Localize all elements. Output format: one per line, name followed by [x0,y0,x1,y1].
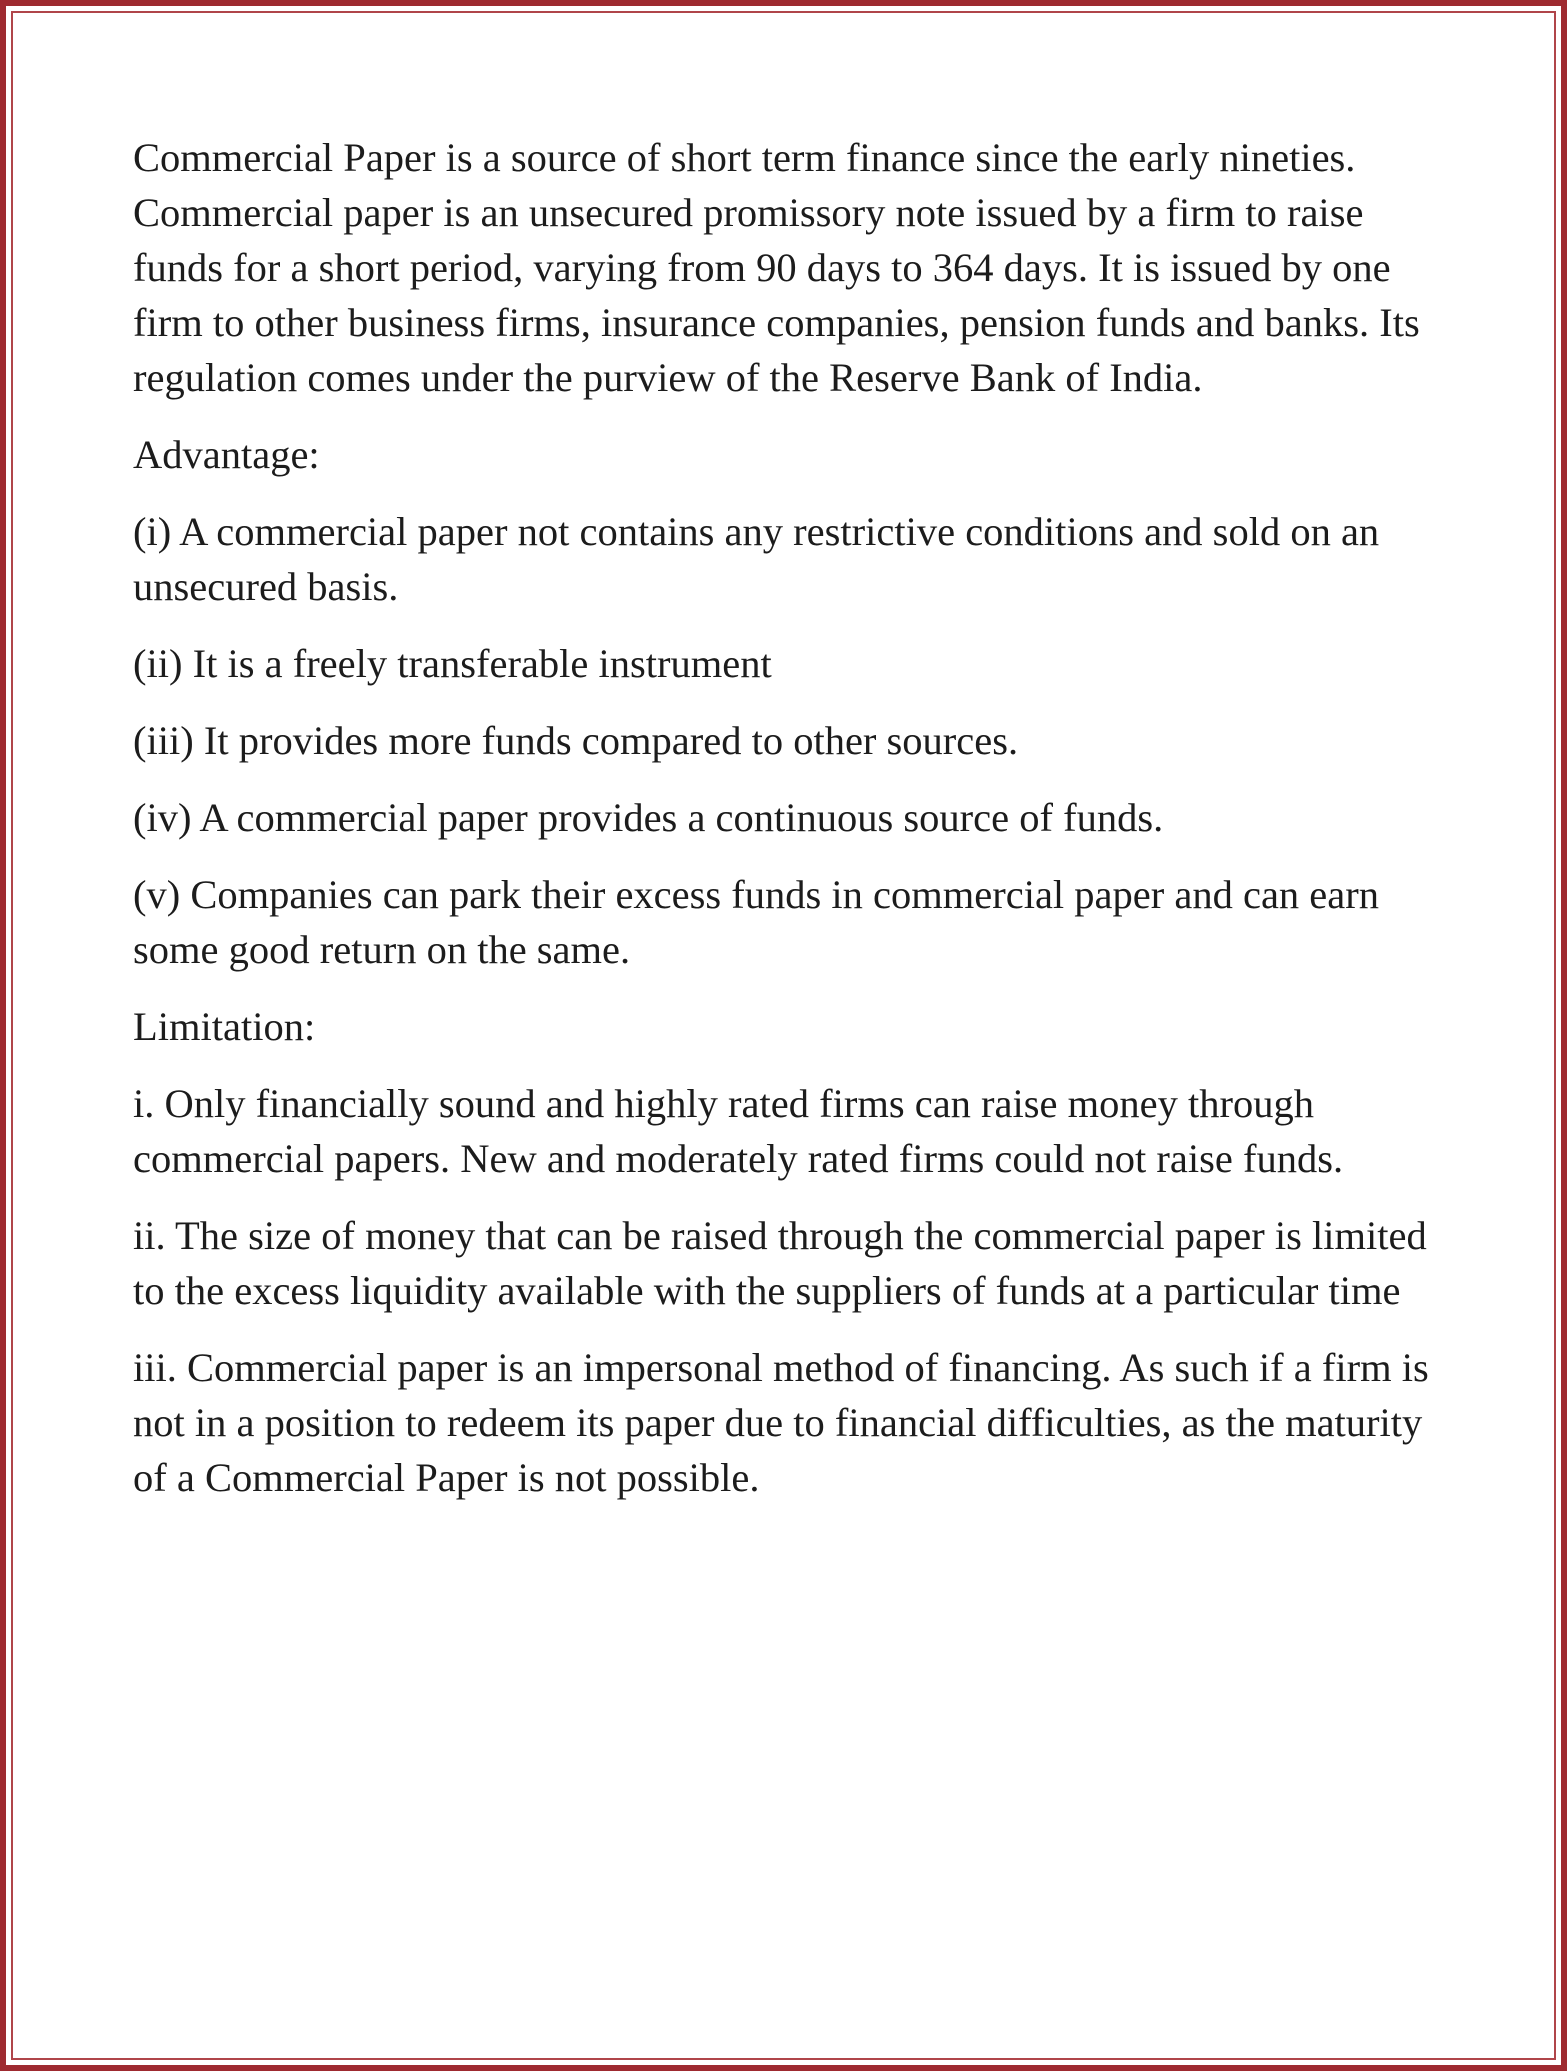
advantage-item-4: (iv) A commercial paper provides a continuous source of funds. [133,795,1164,840]
limitation-heading: Limitation: [133,1004,316,1049]
advantage-item-1: (i) A commercial paper not contains any restrictive conditions and sold on an unsecured basis. [133,509,1380,609]
advantage-heading: Advantage: [133,432,320,477]
intro-paragraph: Commercial Paper is a source of short term finance since the early nineties. Commercial paper is an unsecured promissory note issued by a firm to raise funds for a short period, varying from 90 days to 364 days. It is issued by one firm to other business firms, insurance companies, pension funds and banks. Its regulation comes under the purview of the Reserve Bank of India. [133,135,1420,400]
limitation-item-2: ii. The size of money that can be raised through the commercial paper is limited to the excess liquidity available with the suppliers of funds at a particular time [133,1213,1427,1313]
advantage-item-3: (iii) It provides more funds compared to other sources. [133,718,1019,763]
advantage-item-2: (ii) It is a freely transferable instrument [133,641,772,686]
document-body [133,130,1453,1527]
limitation-item-1: i. Only financially sound and highly rated firms can raise money through commercial papers. New and moderately rated firms could not raise funds. [133,1081,1344,1181]
advantage-item-5: (v) Companies can park their excess funds in commercial paper and can earn some good return on the same. [133,872,1379,972]
limitation-item-3: iii. Commercial paper is an impersonal method of financing. As such if a firm is not in a position to redeem its paper due to financial difficulties, as the maturity of a Commercial Paper is not possible. [133,1345,1429,1500]
